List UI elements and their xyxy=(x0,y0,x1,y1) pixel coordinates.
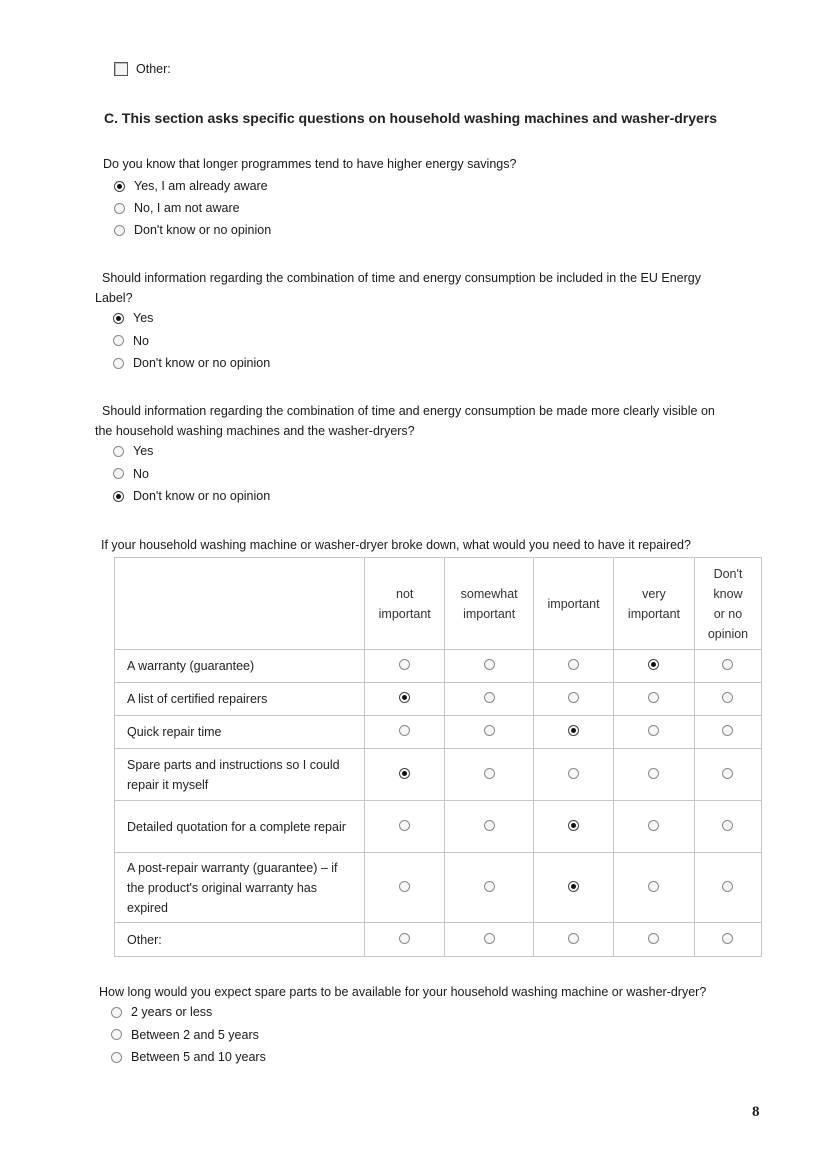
q4-cell xyxy=(445,716,534,749)
q4-cell xyxy=(614,716,695,749)
q4-row-2-col-4-radio[interactable] xyxy=(722,725,733,736)
q5-option-2-radio[interactable] xyxy=(111,1052,122,1063)
q1-option-0-label: Yes, I am already aware xyxy=(134,179,268,193)
q4-row-1-col-3-radio[interactable] xyxy=(648,692,659,703)
q4-row-2-col-3-radio[interactable] xyxy=(648,725,659,736)
q4-cell xyxy=(694,749,761,801)
q4-row xyxy=(115,716,762,749)
q4-cell xyxy=(614,650,695,683)
q4-cell xyxy=(365,801,445,853)
q4-row-label: Other: xyxy=(115,923,365,957)
q4-cell xyxy=(445,801,534,853)
q4-cell xyxy=(365,650,445,683)
q3-question-line1: Should information regarding the combination of time and energy consumption be made more clearly visible on xyxy=(102,404,715,418)
q4-cell xyxy=(365,853,445,923)
q4-cell xyxy=(365,749,445,801)
q4-row-4-col-4-radio[interactable] xyxy=(722,820,733,831)
q4-row-label: A post-repair warranty (guarantee) – if the product's original warranty has expired xyxy=(115,853,365,923)
q2-question-line1: Should information regarding the combination of time and energy consumption be included in the EU Energy xyxy=(102,271,701,285)
q4-cell xyxy=(365,923,445,957)
q4-question: If your household washing machine or washer-dryer broke down, what would you need to have it repaired? xyxy=(101,538,691,552)
q5-option-0-radio[interactable] xyxy=(111,1007,122,1018)
q2-option-2-label: Don't know or no opinion xyxy=(133,356,271,370)
q4-row-4-col-1-radio[interactable] xyxy=(484,820,495,831)
q4-row xyxy=(115,683,762,716)
q1-option-2-radio[interactable] xyxy=(114,225,125,236)
q4-cell xyxy=(694,853,761,923)
q3-option-2[interactable] xyxy=(113,489,270,503)
q1-question: Do you know that longer programmes tend to have higher energy savings? xyxy=(103,157,517,171)
q4-row-5-col-0-radio[interactable] xyxy=(399,881,410,892)
q1-option-1-label: No, I am not aware xyxy=(134,201,240,215)
q4-col-dont-know: Don't know or no opinion xyxy=(694,558,761,650)
q4-row-4-col-2-radio[interactable] xyxy=(568,820,579,831)
q2-question xyxy=(95,268,701,308)
q4-row-0-col-3-radio[interactable] xyxy=(648,659,659,670)
q4-row xyxy=(115,801,762,853)
q4-body xyxy=(115,650,762,957)
q4-row-3-col-2-radio[interactable] xyxy=(568,768,579,779)
q4-row-label: Detailed quotation for a complete repair xyxy=(115,801,365,853)
q4-cell xyxy=(534,716,614,749)
q3-question-line2: the household washing machines and the washer-dryers? xyxy=(95,424,415,438)
q4-row-0-col-2-radio[interactable] xyxy=(568,659,579,670)
q4-row xyxy=(115,923,762,957)
q4-row-2-col-1-radio[interactable] xyxy=(484,725,495,736)
q4-row-6-col-0-radio[interactable] xyxy=(399,933,410,944)
q4-row-1-col-4-radio[interactable] xyxy=(722,692,733,703)
q4-row-1-col-1-radio[interactable] xyxy=(484,692,495,703)
q4-row-0-col-0-radio[interactable] xyxy=(399,659,410,670)
q4-row-5-col-2-radio[interactable] xyxy=(568,881,579,892)
q4-row-6-col-3-radio[interactable] xyxy=(648,933,659,944)
q5-option-0[interactable] xyxy=(111,1005,212,1019)
q4-cell xyxy=(365,683,445,716)
q4-cell xyxy=(614,853,695,923)
q2-option-0-label: Yes xyxy=(133,311,154,325)
q4-row-6-col-1-radio[interactable] xyxy=(484,933,495,944)
q4-row-1-col-2-radio[interactable] xyxy=(568,692,579,703)
q4-cell xyxy=(534,683,614,716)
q4-cell xyxy=(614,749,695,801)
q1-option-0[interactable] xyxy=(114,179,268,193)
q4-cell xyxy=(694,716,761,749)
q1-option-2-label: Don't know or no opinion xyxy=(134,223,272,237)
q4-cell xyxy=(534,650,614,683)
q4-row-6-col-2-radio[interactable] xyxy=(568,933,579,944)
q4-matrix-table xyxy=(114,557,762,957)
q3-option-1-radio[interactable] xyxy=(113,468,124,479)
q4-row-4-col-0-radio[interactable] xyxy=(399,820,410,831)
q1-option-1[interactable] xyxy=(114,201,240,215)
q3-option-1[interactable] xyxy=(113,467,149,481)
q4-cell xyxy=(445,749,534,801)
q4-cell xyxy=(534,801,614,853)
q4-cell xyxy=(694,923,761,957)
q3-option-0[interactable] xyxy=(113,444,153,458)
other-checkbox[interactable] xyxy=(114,62,128,76)
q4-row-1-col-0-radio[interactable] xyxy=(399,692,410,703)
q4-col-not-important: not important xyxy=(365,558,445,650)
q4-row-3-col-4-radio[interactable] xyxy=(722,768,733,779)
q4-cell xyxy=(614,923,695,957)
q4-cell xyxy=(614,801,695,853)
q4-cell xyxy=(694,683,761,716)
page-number: 8 xyxy=(752,1104,760,1120)
q5-question: How long would you expect spare parts to be available for your household washing machine or washer-dryer? xyxy=(99,985,707,999)
q2-option-2-radio[interactable] xyxy=(113,358,124,369)
q4-row-2-col-0-radio[interactable] xyxy=(399,725,410,736)
q5-option-0-label: 2 years or less xyxy=(131,1005,213,1019)
q4-cell xyxy=(445,923,534,957)
q4-cell xyxy=(694,650,761,683)
q3-option-2-radio[interactable] xyxy=(113,491,124,502)
q3-option-1-label: No xyxy=(133,466,149,481)
q2-option-1-label: No xyxy=(133,333,149,348)
q4-row-label: A list of certified repairers xyxy=(115,683,365,716)
section-c-title: C. This section asks specific questions on household washing machines and washer-dryers xyxy=(104,110,718,126)
q4-row xyxy=(115,853,762,923)
q4-row xyxy=(115,650,762,683)
q4-cell xyxy=(534,749,614,801)
q4-col-important: important xyxy=(534,558,614,650)
q4-row-label: Spare parts and instructions so I could repair it myself xyxy=(115,749,365,801)
q3-option-0-label: Yes xyxy=(133,444,154,458)
q4-row-2-col-2-radio[interactable] xyxy=(568,725,579,736)
q4-cell xyxy=(534,853,614,923)
q4-cell xyxy=(445,853,534,923)
q4-cell xyxy=(614,683,695,716)
q4-col-somewhat-important: somewhat important xyxy=(445,558,534,650)
q4-row-label: A warranty (guarantee) xyxy=(115,650,365,683)
q4-row-3-col-1-radio[interactable] xyxy=(484,768,495,779)
q5-option-1-radio[interactable] xyxy=(111,1029,122,1040)
q4-row xyxy=(115,749,762,801)
q1-option-2[interactable] xyxy=(114,223,271,237)
q4-col-very-important: very important xyxy=(614,558,695,650)
q2-option-0[interactable] xyxy=(113,311,153,325)
q1-option-0-radio[interactable] xyxy=(114,181,125,192)
q2-option-0-radio[interactable] xyxy=(113,313,124,324)
q4-row-3-col-3-radio[interactable] xyxy=(648,768,659,779)
q4-cell xyxy=(694,801,761,853)
q4-header-blank xyxy=(115,558,365,650)
q2-option-1-radio[interactable] xyxy=(113,335,124,346)
q4-row-0-col-1-radio[interactable] xyxy=(484,659,495,670)
q4-cell xyxy=(445,650,534,683)
q2-option-1[interactable] xyxy=(113,334,149,348)
other-checkbox-label: Other: xyxy=(136,62,171,76)
q4-row-0-col-4-radio[interactable] xyxy=(722,659,733,670)
q4-row-5-col-3-radio[interactable] xyxy=(648,881,659,892)
q5-option-1-label: Between 2 and 5 years xyxy=(131,1027,259,1042)
q4-row-6-col-4-radio[interactable] xyxy=(722,933,733,944)
q4-header-row xyxy=(115,558,762,650)
q4-row-3-col-0-radio[interactable] xyxy=(399,768,410,779)
q4-row-4-col-3-radio[interactable] xyxy=(648,820,659,831)
q5-option-2[interactable] xyxy=(111,1050,266,1064)
q1-option-1-radio[interactable] xyxy=(114,203,125,214)
q4-cell xyxy=(534,923,614,957)
q4-cell xyxy=(365,716,445,749)
q2-option-2[interactable] xyxy=(113,356,270,370)
q4-cell xyxy=(445,683,534,716)
q3-option-0-radio[interactable] xyxy=(113,446,124,457)
q4-row-label: Quick repair time xyxy=(115,716,365,749)
q4-row-5-col-1-radio[interactable] xyxy=(484,881,495,892)
q2-question-line2: Label? xyxy=(95,291,133,305)
q4-row-5-col-4-radio[interactable] xyxy=(722,881,733,892)
q5-option-2-label: Between 5 and 10 years xyxy=(131,1050,266,1064)
q3-question xyxy=(95,401,715,441)
q3-option-2-label: Don't know or no opinion xyxy=(133,489,271,503)
q5-option-1[interactable] xyxy=(111,1028,259,1042)
